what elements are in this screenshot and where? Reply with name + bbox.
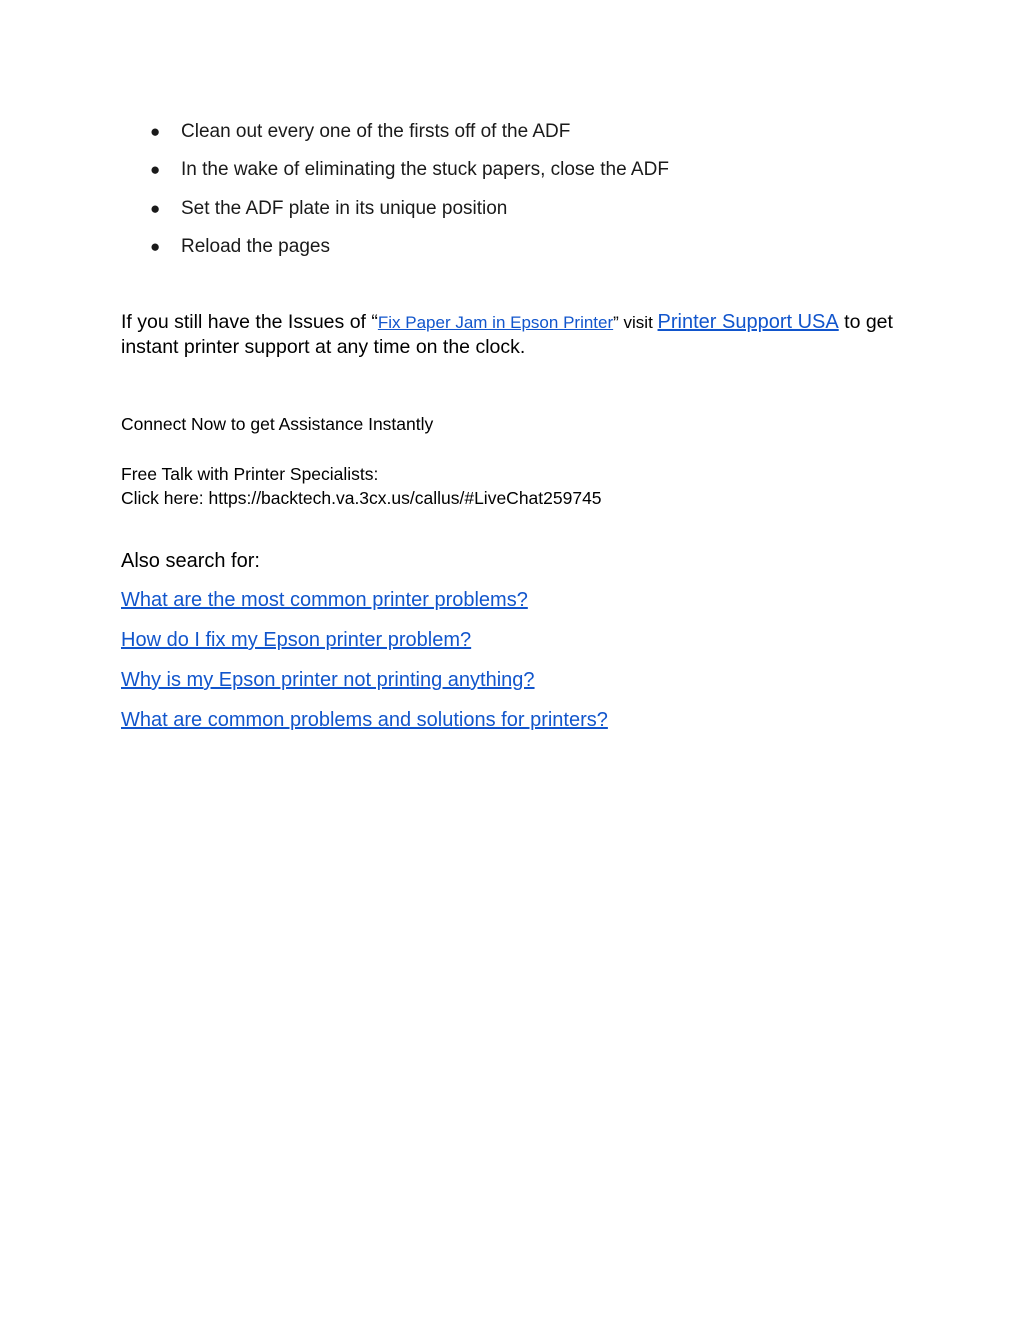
- fix-paper-jam-link[interactable]: Fix Paper Jam in Epson Printer: [377, 313, 614, 332]
- bullet-icon: ●: [150, 236, 161, 256]
- support-paragraph: [121, 310, 911, 360]
- bullet-icon: ●: [150, 160, 161, 180]
- list-item: [150, 233, 669, 261]
- list-item: [150, 195, 669, 223]
- list-item: [150, 118, 669, 146]
- related-links: [121, 587, 608, 747]
- paragraph-mid: ” visit: [613, 313, 658, 332]
- related-link-solutions[interactable]: What are common problems and solutions for printers?: [121, 709, 608, 731]
- related-link-fix-epson[interactable]: How do I fix my Epson printer problem?: [121, 629, 472, 651]
- live-chat-url-text: Click here: https://backtech.va.3cx.us/callus/#LiveChat259745: [121, 488, 602, 508]
- paragraph-suffix: to get instant printer support at any time on the clock.: [121, 311, 893, 358]
- list-item-text: Clean out every one of the firsts off of the ADF: [181, 121, 571, 142]
- printer-support-usa-link[interactable]: Printer Support USA: [657, 311, 839, 333]
- related-link-common-problems[interactable]: What are the most common printer problems?: [121, 589, 528, 611]
- bullet-icon: ●: [150, 198, 161, 218]
- steps-list: [150, 118, 669, 271]
- free-talk-block: [121, 462, 602, 510]
- connect-heading: Connect Now to get Assistance Instantly: [121, 414, 434, 434]
- also-search-heading: Also search for:: [121, 550, 260, 572]
- free-talk-label: Free Talk with Printer Specialists:: [121, 464, 379, 484]
- paragraph-prefix: If you still have the Issues of “: [121, 311, 378, 333]
- list-item-text: Reload the pages: [181, 235, 330, 257]
- list-item-text: Set the ADF plate in its unique position: [181, 197, 508, 219]
- related-link-not-printing[interactable]: Why is my Epson printer not printing anything?: [121, 669, 535, 691]
- bullet-icon: ●: [150, 122, 161, 141]
- list-item: [150, 156, 669, 184]
- list-item-text: In the wake of eliminating the stuck papers, close the ADF: [181, 159, 669, 181]
